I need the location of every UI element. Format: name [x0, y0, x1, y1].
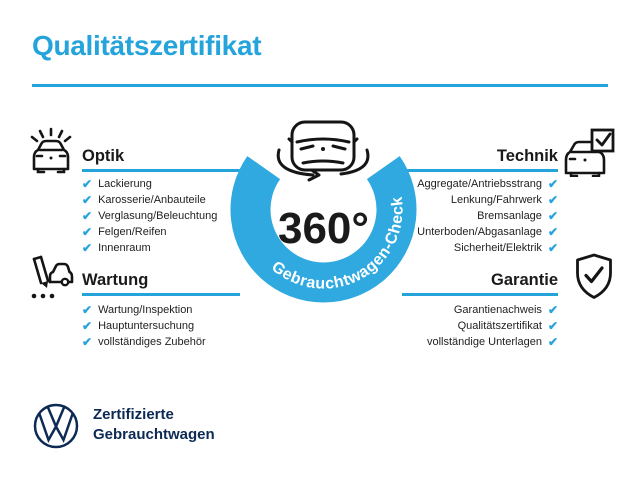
checklist-item [82, 192, 217, 208]
checklist-item [454, 240, 558, 256]
section-underline-optik [82, 169, 240, 172]
check-icon: ✔ [82, 225, 93, 240]
check-icon: ✔ [547, 335, 558, 350]
checklist-item [454, 302, 558, 318]
car-shine-icon [26, 127, 76, 177]
footer-brand-text [93, 405, 215, 445]
check-icon: ✔ [82, 303, 93, 318]
footer-line-1: Zertifizierte [93, 406, 174, 423]
checklist-item-label: Qualitätszertifikat [457, 320, 542, 333]
checklist-item-label: Lackierung [98, 178, 152, 191]
degree-label: 360° [277, 204, 370, 253]
section-underline-garantie [402, 293, 558, 296]
page-title: Qualitätszertifikat [32, 30, 262, 61]
checklist-item [458, 318, 558, 334]
garantie-checklist [427, 302, 558, 350]
technik-checklist [417, 176, 558, 256]
check-icon: ✔ [547, 241, 558, 256]
check-icon: ✔ [547, 209, 558, 224]
checklist-item [82, 224, 217, 240]
car-checkbox-icon [561, 127, 617, 177]
checklist-item-label: Wartung/Inspektion [98, 304, 193, 317]
section-title-technik: Technik [496, 147, 558, 165]
checklist-item [477, 208, 558, 224]
checklist-item [82, 318, 206, 334]
checklist-item-label: vollständige Unterlagen [426, 336, 542, 349]
section-underline-wartung [82, 293, 240, 296]
check-icon: ✔ [82, 209, 93, 224]
checklist-item [82, 176, 217, 192]
section-underline-technik [402, 169, 558, 172]
checklist-item [82, 208, 217, 224]
check-icon: ✔ [547, 319, 558, 334]
vw-logo [31, 401, 81, 451]
checklist-item-label: Unterboden/Abgasanlage [417, 226, 542, 239]
checklist-item-label: Sicherheit/Elektrik [453, 242, 542, 255]
shield-check-icon [571, 252, 617, 302]
title-divider [32, 84, 608, 87]
checklist-item [82, 302, 206, 318]
checklist-item-label: Garantienachweis [453, 304, 542, 317]
check-icon: ✔ [547, 225, 558, 240]
checklist-item-label: Bremsanlage [477, 210, 542, 223]
optik-checklist [82, 176, 217, 256]
check-icon: ✔ [82, 241, 93, 256]
section-title-optik: Optik [82, 147, 125, 165]
check-icon: ✔ [547, 193, 558, 208]
checklist-item [417, 176, 558, 192]
checklist-item-label: Felgen/Reifen [98, 226, 167, 239]
360-check-badge [223, 108, 423, 313]
wartung-checklist [82, 302, 206, 350]
section-title-wartung: Wartung [82, 271, 149, 289]
check-icon: ✔ [547, 303, 558, 318]
car-rotation-icon [278, 122, 368, 180]
check-icon: ✔ [82, 335, 93, 350]
checklist-item [417, 224, 558, 240]
checklist-item [82, 334, 206, 350]
checklist-item [82, 240, 217, 256]
check-icon: ✔ [82, 193, 93, 208]
checklist-item-label: Lenkung/Fahrwerk [450, 194, 542, 207]
checklist-item-label: Verglasung/Beleuchtung [98, 210, 218, 223]
ring-label: Gebrauchtwagen-Check [268, 195, 407, 293]
checklist-item-label: vollständiges Zubehör [98, 336, 206, 349]
checklist-item [427, 334, 558, 350]
checklist-item-label: Karosserie/Anbauteile [98, 194, 206, 207]
checklist-item [451, 192, 558, 208]
section-title-garantie: Garantie [491, 271, 558, 289]
check-icon: ✔ [82, 319, 93, 334]
checklist-item-label: Hauptuntersuchung [98, 320, 195, 333]
checklist-item-label: Aggregate/Antriebsstrang [417, 178, 542, 191]
footer-line-2: Gebrauchtwagen [93, 426, 215, 443]
checklist-item-label: Innenraum [98, 242, 151, 255]
check-icon: ✔ [82, 177, 93, 192]
service-pen-car-icon [24, 254, 74, 304]
check-icon: ✔ [547, 177, 558, 192]
